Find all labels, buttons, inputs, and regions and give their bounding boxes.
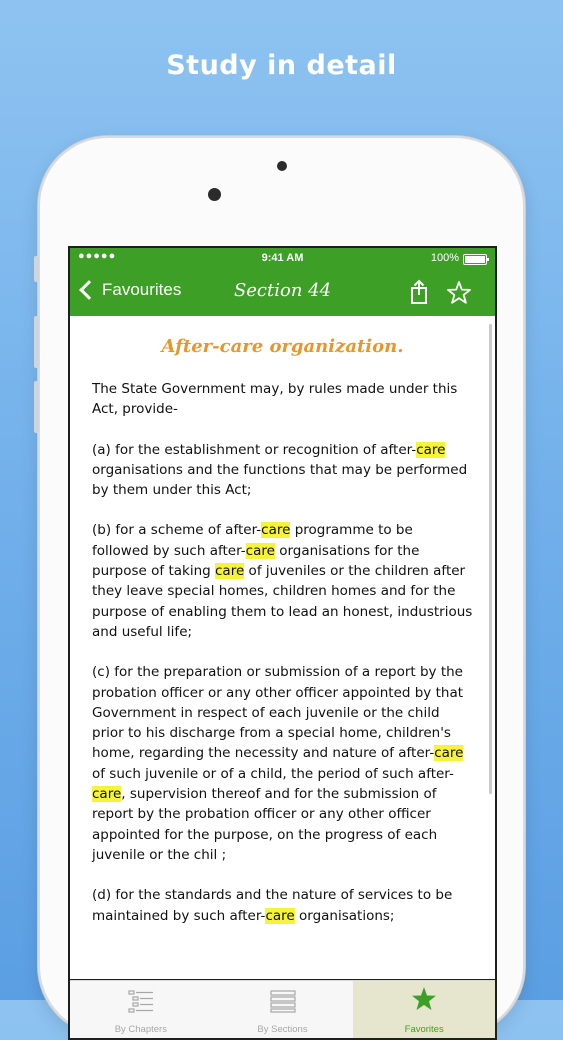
share-button[interactable] — [405, 278, 433, 306]
star-icon — [410, 985, 438, 1013]
clause-c: (c) for the preparation or submission of a report by the probation officer or any other officer appointed by that Government in respect of each juvenile or the child prior to his discharge from a special home, children's home, regarding the necessity and nature of after-care of such juvenile or of a child, the period of such after-care, supervision thereof and for the submission of report by the probation officer or any other officer appointed for the purpose, on the progress of each juvenile or the chil ; — [92, 664, 464, 863]
section-content[interactable] — [70, 316, 495, 979]
favorite-button[interactable] — [445, 279, 473, 307]
phone-front-camera — [208, 188, 221, 201]
tab-label: By Chapters — [114, 1024, 167, 1035]
section-heading: After-care organization. — [161, 336, 404, 357]
scrollbar[interactable] — [489, 324, 492, 794]
sections-list-icon — [269, 989, 297, 1013]
intro-paragraph: The State Government may, by rules made under this Act, provide- — [92, 381, 458, 418]
phone-volume-up-button — [34, 316, 39, 368]
clause-b: (b) for a scheme of after-care programme to be followed by such after-care organisations for the purpose of taking care of juveniles or the children after they leave special homes, children homes and for the purpose of enabling them to lead an honest, industrious and useful life; — [92, 522, 473, 640]
tab-by-chapters[interactable] — [70, 981, 212, 1038]
battery-percent: 100% — [430, 252, 459, 264]
section-body — [92, 379, 473, 926]
tab-by-sections[interactable] — [212, 981, 354, 1038]
back-button[interactable] — [82, 280, 181, 300]
phone-sensor-dot — [277, 161, 287, 171]
search-highlight: care — [92, 786, 122, 803]
tab-label: Favorites — [404, 1024, 444, 1035]
search-highlight: care — [215, 563, 245, 580]
back-button-label: Favourites — [102, 280, 182, 299]
tab-favorites[interactable] — [353, 981, 495, 1038]
phone-mute-switch — [34, 256, 39, 282]
search-highlight: care — [245, 542, 275, 559]
search-highlight: care — [261, 522, 291, 539]
star-outline-icon — [445, 279, 473, 307]
chapters-list-icon — [127, 989, 155, 1013]
signal-strength: ●●●●● — [78, 250, 117, 262]
navigation-bar — [70, 268, 495, 316]
promo-headline: Study in detail — [166, 50, 397, 81]
app-screen — [68, 246, 497, 1040]
page-title: Section 44 — [233, 280, 332, 301]
search-highlight: care — [416, 441, 446, 458]
search-highlight: care — [265, 907, 295, 924]
status-bar — [70, 248, 495, 268]
clause-d: (d) for the standards and the nature of services to be maintained by such after-care organisations; — [92, 887, 453, 924]
tab-bar — [70, 980, 495, 1038]
clause-a: (a) for the establishment or recognition of after-care organisations and the functions that may be performed by them under this Act; — [92, 441, 468, 499]
status-time: 9:41 AM — [261, 252, 304, 264]
tab-label: By Sections — [257, 1024, 308, 1035]
battery-icon — [463, 254, 487, 265]
chevron-left-icon — [79, 280, 99, 300]
search-highlight: care — [434, 745, 464, 762]
phone-volume-down-button — [34, 381, 39, 433]
phone-frame — [38, 136, 525, 1036]
share-icon — [405, 278, 433, 306]
